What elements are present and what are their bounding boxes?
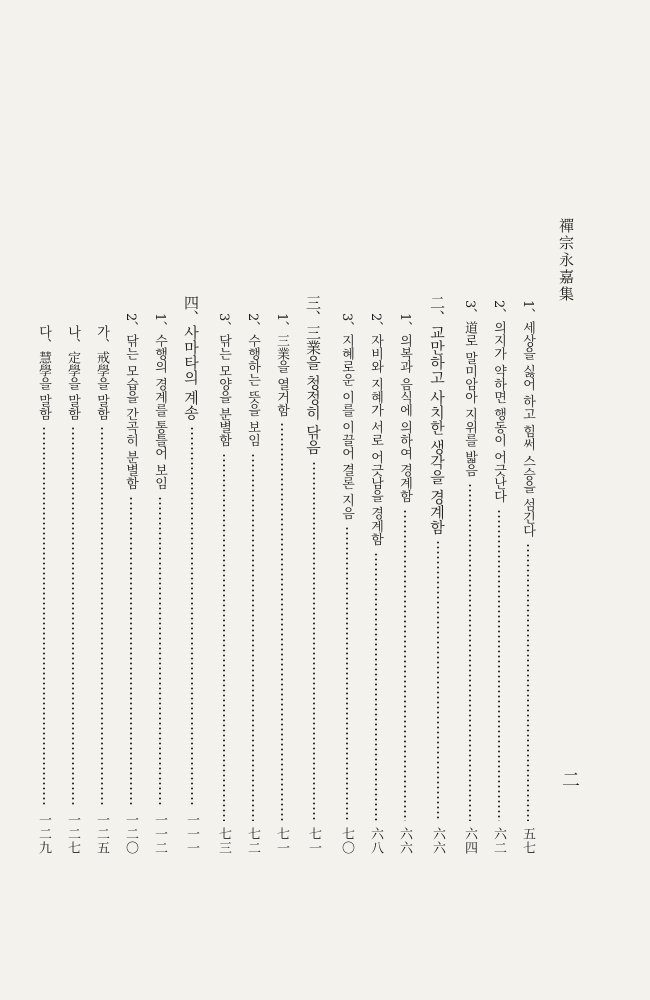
toc-entry-title: 3、지혜로운 이를 이끌어 결론 지음 [339, 313, 354, 520]
toc-leader-dots [395, 509, 414, 821]
toc-entry-page: 六六 [430, 827, 445, 855]
toc-leader-dots [272, 422, 291, 821]
toc-entry-page: 六二 [491, 827, 506, 855]
toc-entry [337, 313, 356, 855]
toc-entry-title: 1、의복과 음식에 의하여 경계함 [397, 313, 412, 503]
toc-entry-page: 七三 [216, 827, 231, 855]
toc-entry [518, 300, 537, 855]
toc-entry-page: 七二 [245, 827, 260, 855]
toc-entry-page: 一二五 [94, 813, 109, 855]
toc-entry [63, 325, 82, 855]
toc-leader-dots [366, 552, 385, 821]
toc-entry-title: 다、慧學을 말함 [36, 325, 51, 421]
toc-leader-dots [337, 526, 356, 821]
toc-leader-dots [460, 483, 479, 821]
toc-entry [303, 295, 324, 855]
toc-leader-dots [489, 509, 508, 821]
toc-entry-page: 六六 [397, 827, 412, 855]
toc-entry [243, 313, 262, 855]
toc-leader-dots [92, 426, 111, 807]
toc-entry-title: 2、자비와 지혜가 서로 어긋남을 경계함 [368, 313, 383, 546]
toc-leader-dots [150, 496, 169, 807]
toc-leader-dots [427, 540, 448, 821]
toc-entry [272, 313, 291, 855]
toc-entry-page: 五七 [520, 827, 535, 855]
toc-entry [366, 313, 385, 855]
toc-entry-title: 2、의지가 약하면 행동이 어긋난다 [491, 300, 506, 503]
running-head: 禪宗永嘉集 [557, 218, 575, 303]
toc-entry-title: 1、三業을 열거함 [274, 313, 289, 417]
toc-entry-title: 1、수행의 경계를 통틀어 보임 [152, 313, 167, 490]
toc-entry [489, 300, 508, 855]
toc-entry-title: 四、사마타의 계송 [182, 295, 200, 420]
toc-entry [34, 325, 53, 855]
toc-leader-dots [214, 453, 233, 821]
toc-entry [427, 295, 448, 855]
toc-entry-title: 2、수행하는 뜻을 보임 [245, 313, 260, 447]
toc-leader-dots [303, 461, 324, 821]
toc-entry-title: 3、닦는 모양을 분별함 [216, 313, 231, 447]
toc-entry-title: 나、定學을 말함 [65, 325, 80, 421]
toc-entry-title: 2、닦는 모습을 간곡히 분별함 [123, 313, 138, 490]
toc-entry-page: 七一 [306, 827, 321, 855]
toc-entry-page: 七〇 [339, 827, 354, 855]
toc-entry-title: 3、道로 말미암아 지위를 밟음 [462, 300, 477, 477]
page-number: 二 [559, 770, 580, 788]
toc-entry [460, 300, 479, 855]
toc-leader-dots [121, 496, 140, 807]
toc-entry-page: 一二七 [65, 813, 80, 855]
toc-entry-page: 六四 [462, 827, 477, 855]
toc-entry-page: 一二〇 [123, 813, 138, 855]
toc-leader-dots [34, 426, 53, 807]
toc-entry-title: 三、三業을 청정히 닦음 [304, 295, 322, 455]
toc-entry-page: 一一一 [184, 813, 199, 855]
toc-entry [181, 295, 202, 855]
toc-entry-title: 1、세상을 싫어 하고 힘써 스승을 섬긴다 [520, 300, 535, 537]
toc-entry [395, 313, 414, 855]
toc-entry-page: 一一二 [152, 813, 167, 855]
toc-entry [214, 313, 233, 855]
toc-entry-page: 六八 [368, 827, 383, 855]
toc-leader-dots [243, 453, 262, 821]
toc-leader-dots [181, 426, 202, 807]
toc-entry [121, 313, 140, 855]
toc-entry [150, 313, 169, 855]
toc-leader-dots [518, 543, 537, 821]
toc-entry-title: 二、교만하고 사치한 생각을 경계함 [428, 295, 446, 535]
toc-entry-page: 一二九 [36, 813, 51, 855]
toc-entry [92, 325, 111, 855]
toc-entry-page: 七一 [274, 827, 289, 855]
toc-leader-dots [63, 426, 82, 807]
toc-entry-title: 가、戒學을 말함 [94, 325, 109, 421]
